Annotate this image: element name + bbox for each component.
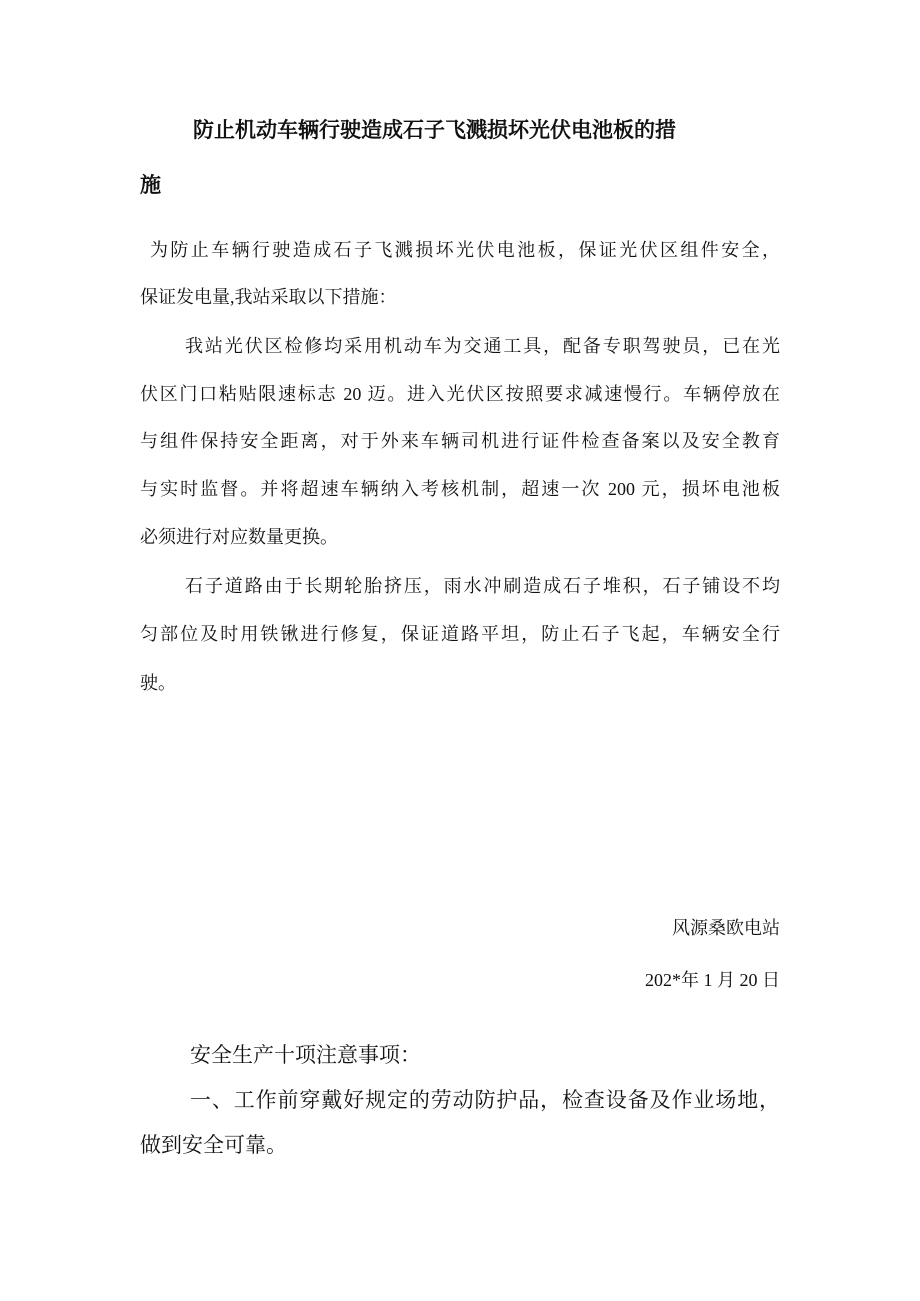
signature: 风源桑欧电站 — [672, 918, 780, 938]
intro-line-1: 为防止车辆行驶造成石子飞溅损坏光伏电池板，保证光伏区组件安全， — [150, 240, 780, 260]
document-title-line-2: 施 — [140, 173, 161, 197]
notice-heading: 安全生产十项注意事项： — [190, 1043, 421, 1067]
document-title-line-1: 防止机动车辆行驶造成石子飞溅损坏光伏电池板的措 — [193, 118, 676, 142]
notice-item-1-line-2: 做到安全可靠。 — [140, 1133, 287, 1157]
intro-line-2: 保证发电量,我站采取以下措施： — [140, 287, 397, 307]
paragraph-1-line-5: 必须进行对应数量更换。 — [140, 527, 338, 547]
paragraph-2-line-2: 匀部位及时用铁锹进行修复，保证道路平坦，防止石子飞起，车辆安全行 — [140, 624, 780, 644]
paragraph-1-line-2: 伏区门口粘贴限速标志 20 迈。进入光伏区按照要求减速慢行。车辆停放在 — [140, 384, 780, 404]
paragraph-1-line-4: 与实时监督。并将超速车辆纳入考核机制，超速一次 200 元，损坏电池板 — [140, 479, 780, 499]
paragraph-2-line-1: 石子道路由于长期轮胎挤压，雨水冲刷造成石子堆积，石子铺设不均 — [185, 576, 780, 596]
paragraph-2-line-3: 驶。 — [140, 673, 176, 693]
paragraph-1-line-1: 我站光伏区检修均采用机动车为交通工具，配备专职驾驶员，已在光 — [185, 336, 780, 356]
paragraph-1-line-3: 与组件保持安全距离，对于外来车辆司机进行证件检查备案以及安全教育 — [140, 431, 780, 451]
notice-item-1-line-1: 一、工作前穿戴好规定的劳动防护品，检查设备及作业场地， — [190, 1088, 780, 1112]
document-date: 202*年 1 月 20 日 — [645, 970, 780, 990]
